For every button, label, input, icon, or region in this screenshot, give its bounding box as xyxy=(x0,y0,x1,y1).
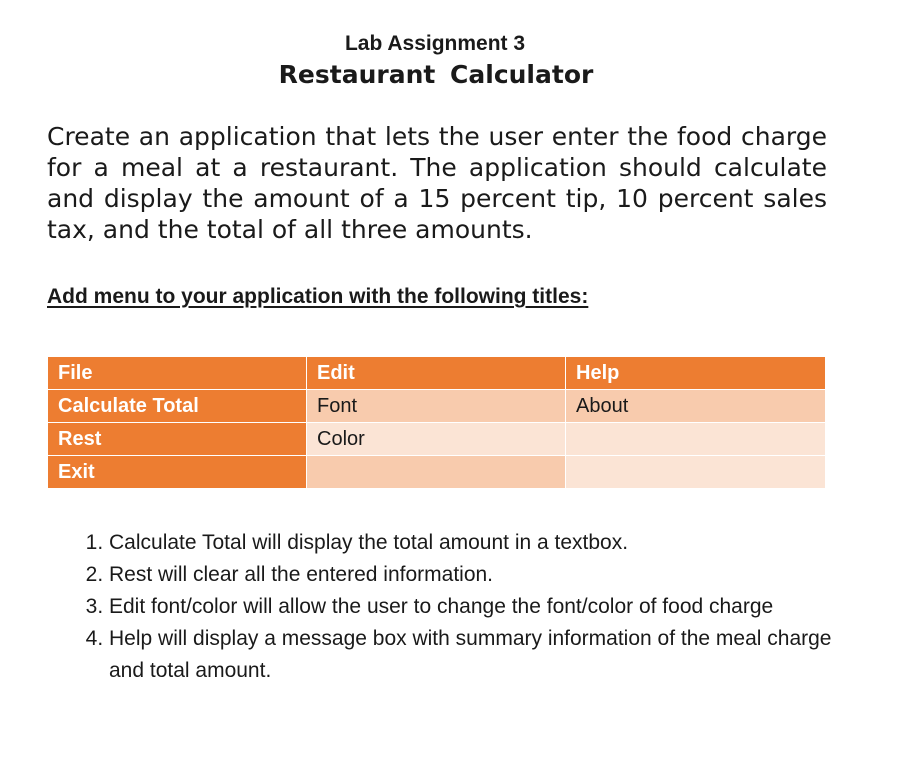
table-cell: Font xyxy=(307,390,566,423)
table-cell: About xyxy=(566,390,826,423)
table-cell: Color xyxy=(307,423,566,456)
list-item: 2. Rest will clear all the entered information. xyxy=(109,559,869,591)
table-row xyxy=(48,390,826,423)
table-header-cell: Help xyxy=(566,357,826,390)
table-cell xyxy=(566,456,826,489)
menu-titles-table xyxy=(47,356,826,489)
assignment-subtitle: Lab Assignment 3 xyxy=(344,32,526,55)
list-item: 3. Edit font/color will allow the user to change the font/color of food charge xyxy=(109,591,869,623)
page-title: Restaurant Calculator xyxy=(278,60,594,89)
table-cell xyxy=(307,456,566,489)
requirements-list xyxy=(75,527,869,687)
table-header-row xyxy=(48,357,826,390)
assignment-description: Create an application that lets the user enter the food charge for a meal at a restaurant. The application should calculate and display the amount of a 15 percent tip, 10 percent sales tax, and the total of all three amounts. xyxy=(47,122,827,244)
list-item: 1. Calculate Total will display the total amount in a textbox. xyxy=(109,527,869,559)
table-cell: Exit xyxy=(48,456,307,489)
table-header-cell: File xyxy=(48,357,307,390)
menu-section-heading: Add menu to your application with the following titles: xyxy=(47,285,589,308)
table-header-cell: Edit xyxy=(307,357,566,390)
table-row xyxy=(48,456,826,489)
table-cell: Rest xyxy=(48,423,307,456)
list-item: 4. Help will display a message box with summary information of the meal charge and total amount. xyxy=(109,623,869,687)
table-cell: Calculate Total xyxy=(48,390,307,423)
table-row xyxy=(48,423,826,456)
table-cell xyxy=(566,423,826,456)
